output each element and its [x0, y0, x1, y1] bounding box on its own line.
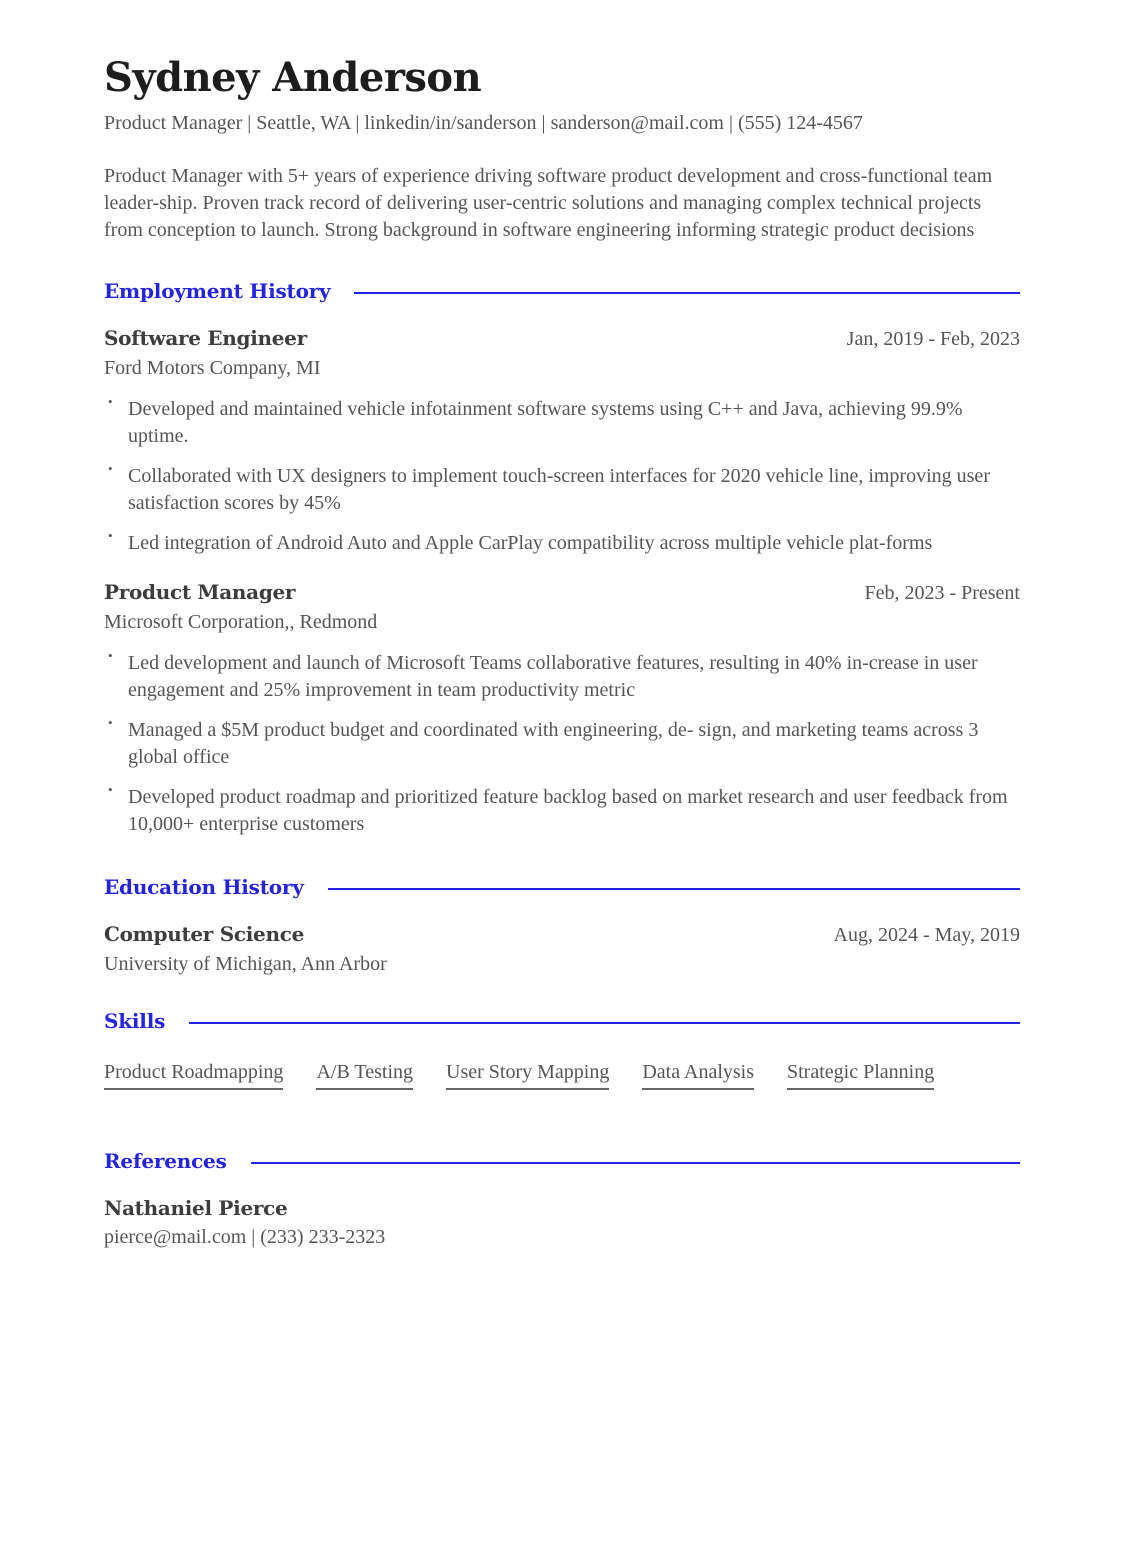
skills-heading-label: Skills [104, 1009, 166, 1033]
job-title: Software Engineer [104, 326, 307, 350]
skills-heading [104, 1008, 1020, 1035]
skill-item: User Story Mapping [446, 1059, 609, 1090]
job-bullet-list [104, 650, 1020, 838]
reference-entry [104, 1195, 1020, 1251]
skill-item: Data Analysis [642, 1059, 754, 1090]
bullet-item: • Managed a $5M product budget and coordinated with engineering, de- sign, and marketing teams across 3 global office [104, 717, 1020, 771]
reference-contact: pierce@mail.com | (233) 233-2323 [104, 1226, 386, 1248]
section-skills [104, 1008, 1020, 1090]
bullet-item: • Developed and maintained vehicle infotainment software systems using C++ and Java, achieving 99.9% uptime. [104, 396, 1020, 450]
skill-item: Strategic Planning [787, 1059, 934, 1090]
bullet-item: • Collaborated with UX designers to implement touch-screen interfaces for 2020 vehicle line, improving user satisfaction scores by 45% [104, 463, 1020, 517]
skill-item: A/B Testing [316, 1059, 413, 1090]
job-title: Product Manager [104, 580, 296, 604]
resume-name: Sydney Anderson [104, 54, 482, 101]
section-education [104, 874, 1020, 978]
degree-title: Computer Science [104, 922, 304, 946]
section-references [104, 1148, 1020, 1251]
contact-line: Product Manager | Seattle, WA | linkedin/in/sanderson | sanderson@mail.com | (555) 124-4567 [104, 112, 863, 134]
bullet-item: • Led development and launch of Microsoft Teams collaborative features, resulting in 40% in-crease in user engagement and 25% improvement in team productivity metric [104, 650, 1020, 704]
heading-rule [189, 1022, 1020, 1024]
school-name: University of Michigan, Ann Arbor [104, 953, 387, 975]
section-employment [104, 278, 1020, 838]
heading-rule [328, 888, 1020, 890]
education-entry [104, 921, 1020, 978]
job-entry [104, 579, 1020, 838]
education-heading [104, 874, 1020, 901]
job-bullet-list [104, 396, 1020, 557]
employment-heading-label: Employment History [104, 279, 331, 303]
job-dates: Feb, 2023 - Present [864, 582, 1020, 604]
heading-rule [251, 1162, 1020, 1164]
job-dates: Jan, 2019 - Feb, 2023 [846, 328, 1020, 350]
employment-heading [104, 278, 1020, 305]
heading-rule [354, 292, 1020, 294]
job-company: Microsoft Corporation,, Redmond [104, 611, 378, 633]
education-dates: Aug, 2024 - May, 2019 [833, 924, 1020, 946]
education-heading-label: Education History [104, 875, 304, 899]
references-heading [104, 1148, 1020, 1175]
job-header [104, 579, 1020, 607]
summary-paragraph: Product Manager with 5+ years of experience driving software product development and cross-functional team leader-ship. Proven track record of delivering user-centric solutions and managing complex technical projects from conception to launch. Strong background in software engineering informing strategic product decisions [104, 165, 993, 241]
job-company: Ford Motors Company, MI [104, 357, 321, 379]
bullet-item: • Led integration of Android Auto and Apple CarPlay compatibility across multiple vehicle plat-forms [104, 530, 1020, 557]
skills-list [104, 1059, 1020, 1090]
references-heading-label: References [104, 1149, 227, 1173]
job-header [104, 325, 1020, 353]
skill-item: Product Roadmapping [104, 1059, 283, 1090]
job-entry [104, 325, 1020, 557]
reference-name: Nathaniel Pierce [104, 1196, 288, 1220]
education-header [104, 921, 1020, 949]
bullet-item: • Developed product roadmap and prioritized feature backlog based on market research and user feedback from 10,000+ enterprise customers [104, 784, 1020, 838]
